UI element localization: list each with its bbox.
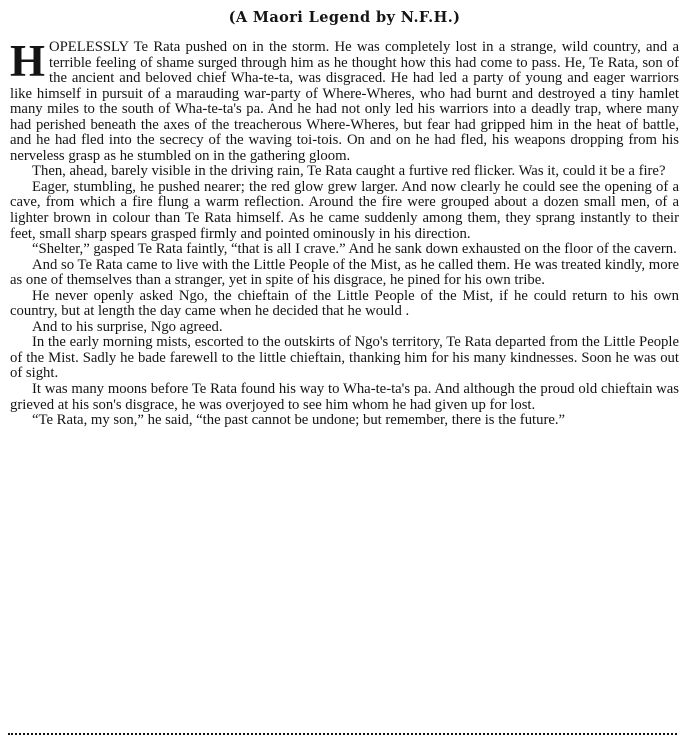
paragraph-10: “Te Rata, my son,” he said, “the past cannot be undone; but remember, there is the future.” (32, 412, 566, 429)
drop-cap: H (10, 36, 46, 86)
paragraph-9: It was many moons before Te Rata found his way to Wha-te-ta's pa. And although the proud old chieftain was grieved at his son's disgrace, he was overjoyed to see him whom he had given up for lost. (10, 381, 679, 413)
paragraph-5: And so Te Rata came to live with the Little People of the Mist, as he called them. He was treated kindly, more as one of themselves than a stranger, yet in spite of his disgrace, he pined for his own tribe. (10, 256, 679, 289)
dotted-divider (8, 733, 677, 735)
paragraph-8: In the early morning mists, escorted to the outskirts of Ngo's territory, Te Rata departed from the Little People of the Mist. Sadly he bade farewell to the little chieftain, thanking him for his many kindnesses. Soon he was out of sight. (10, 334, 679, 382)
paragraph-3: Eager, stumbling, he pushed nearer; the red glow grew larger. And now clearly he could see the opening of a cave, from which a fire flung a warm reflection. Around the fire were grouped about a dozen small men, of a lighter brown in colour than Te Rata himself. As he came suddenly among them, they sprang instantly to their feet, small sharp spears grasped firmly and pointed ominously in his direction. (10, 178, 679, 242)
paragraph-6: He never openly asked Ngo, the chieftain of the Little People of the Mist, if he could return to his own country, but at length the day came when he decided that he would . (10, 287, 679, 320)
story-body (10, 36, 679, 429)
paragraph-4: “Shelter,” gasped Te Rata faintly, “that is all I crave.” And he sank down exhausted on the floor of the cavern. (32, 241, 677, 258)
story-heading: (A Maori Legend by N.F.H.) (228, 9, 461, 26)
paragraph-1-text: OPELESSLY Te Rata pushed on in the storm. He was completely lost in a strange, wild country, and a terrible feeling of shame surged through him as he thought how this had come to pass. He, Te Rata, son of the ancient and beloved chief Wha-te-ta, was disgraced. He had led a party of young and eager warriors like himself in pursuit of a marauding war-party of Where-Wheres, who had burnt and destroyed a tiny hamlet many miles to the south of Wha-te-ta's pa. And he had not only led his warriors into a deadly trap, where many had perished beneath the axes of the treacherous Where-Wheres, but fear had gripped him in the heat of battle, and he had fled into the secrecy of the waving toi-tois. On and on he had fled, his weapons dropping from his nerveless grasp as he stumbled on in the gathering gloom. (10, 39, 679, 164)
paragraph-7: And to his surprise, Ngo agreed. (32, 318, 223, 335)
paragraph-1 (10, 36, 679, 164)
paragraph-2: Then, ahead, barely visible in the driving rain, Te Rata caught a furtive red flicker. Was it, could it be a fire? (32, 163, 666, 180)
